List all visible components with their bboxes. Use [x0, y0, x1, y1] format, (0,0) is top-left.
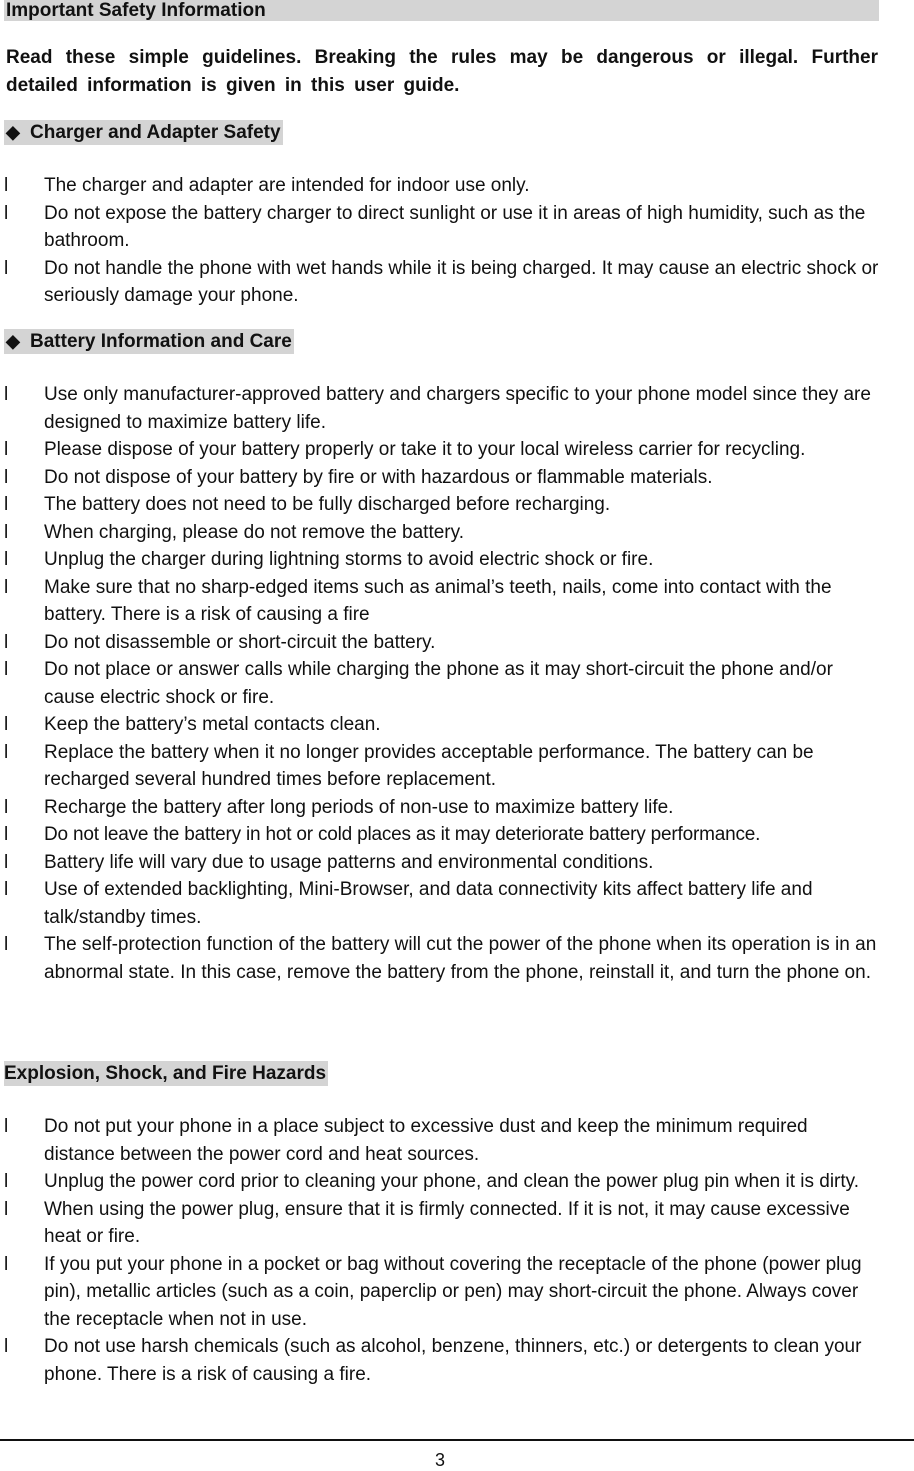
bullet-marker: l — [4, 714, 9, 735]
page-title: Important Safety Information — [4, 0, 879, 21]
section-heading-battery — [4, 329, 294, 355]
list-item — [0, 876, 885, 931]
list-item-text: Do not disassemble or short-circuit the battery. — [44, 631, 436, 653]
bullet-marker: l — [4, 494, 9, 515]
section-heading-charger — [4, 120, 283, 146]
list-item-text: Do not leave the battery in hot or cold places as it may deteriorate battery performance. — [44, 824, 761, 845]
list-item-text: Unplug the charger during lightning storms to avoid electric shock or fire. — [44, 549, 654, 570]
list-item-text: Do not put your phone in a place subject to excessive dust and keep the minimum required distance between the power cord and heat sources. — [44, 1116, 808, 1165]
bullet-marker: l — [4, 1116, 9, 1137]
list-item-text: The self-protection function of the battery will cut the power of the phone when its operation is in an abnormal state. In this case, remove the battery from the phone, reinstall it, and turn the phone on. — [44, 934, 877, 983]
list-item — [0, 574, 885, 629]
bullet-marker: l — [4, 934, 9, 955]
diamond-bullet-icon: ◆ — [6, 331, 20, 351]
section-list-battery — [0, 381, 885, 986]
list-item — [0, 546, 885, 574]
list-item — [0, 436, 885, 464]
list-item — [0, 849, 885, 877]
bullet-marker: l — [4, 851, 9, 873]
list-item — [0, 1196, 880, 1251]
list-item-text: Replace the battery when it no longer provides acceptable performance. The battery can be recharged several hundred times before replacement. — [44, 741, 814, 790]
section-list-hazards — [0, 1113, 880, 1388]
bullet-marker: l — [4, 659, 9, 680]
bullet-marker: l — [4, 466, 9, 488]
list-item-text: Do not dispose of your battery by fire or with hazardous or flammable materials. — [44, 466, 713, 488]
list-item — [0, 1251, 880, 1334]
bullet-marker: l — [4, 576, 9, 598]
list-item-text: Do not handle the phone with wet hands while it is being charged. It may cause an electric shock or seriously damage your phone. — [44, 257, 879, 306]
bullet-marker: l — [4, 257, 9, 279]
bullet-marker: l — [4, 175, 9, 196]
list-item-text: Unplug the power cord prior to cleaning your phone, and clean the power plug pin when it is dirty. — [44, 1171, 860, 1192]
section-list-charger — [0, 172, 880, 310]
page-number: 3 — [434, 1450, 445, 1470]
list-item-text: Recharge the battery after long periods of non-use to maximize battery life. — [44, 796, 674, 818]
list-item-text: Use only manufacturer-approved battery and chargers specific to your phone model since they are designed to maximize battery life. — [44, 384, 871, 433]
list-item — [0, 1113, 880, 1168]
list-item — [0, 821, 885, 849]
list-item — [0, 491, 885, 519]
list-item — [0, 519, 885, 547]
list-item-text: If you put your phone in a pocket or bag without covering the receptacle of the phone (power plug pin), metallic articles (such as a coin, paperclip or pen) may short-circuit the phone. Always cover the receptacle when not in use. — [44, 1253, 862, 1330]
bullet-marker: l — [4, 384, 9, 405]
list-item-text: Use of extended backlighting, Mini-Browser, and data connectivity kits affect battery life and talk/standby times. — [44, 879, 813, 928]
bullet-marker: l — [4, 549, 9, 570]
list-item-text: Keep the battery’s metal contacts clean. — [44, 714, 381, 735]
bullet-marker: l — [4, 824, 9, 845]
list-item-text: Do not use harsh chemicals (such as alcohol, benzene, thinners, etc.) or detergents to clean your phone. There is a risk of causing a fire. — [44, 1336, 862, 1385]
list-item-text: The charger and adapter are intended for indoor use only. — [44, 175, 530, 196]
list-item — [0, 739, 885, 794]
intro-paragraph: Read these simple guidelines. Breaking the rules may be dangerous or illegal. Further detailed information is given in this user guide. — [6, 47, 878, 96]
list-item-text: The battery does not need to be fully discharged before recharging. — [44, 494, 611, 515]
section-heading-label: Battery Information and Care — [30, 331, 292, 352]
list-item-text: Do not expose the battery charger to direct sunlight or use it in areas of high humidity, such as the bathroom. — [44, 202, 866, 251]
list-item — [0, 1333, 880, 1388]
list-item-text: Do not place or answer calls while charging the phone as it may short-circuit the phone and/or cause electric shock or fire. — [44, 659, 833, 708]
bullet-marker: l — [4, 439, 9, 460]
list-item — [0, 172, 880, 200]
diamond-bullet-icon: ◆ — [6, 122, 20, 142]
list-item-text: When charging, please do not remove the battery. — [44, 521, 465, 543]
footer-divider — [0, 1439, 914, 1441]
section-heading-hazards — [4, 1061, 328, 1087]
list-item — [0, 931, 885, 986]
list-item — [0, 200, 880, 255]
bullet-marker: l — [4, 1198, 9, 1220]
list-item — [0, 255, 880, 310]
bullet-marker: l — [4, 741, 9, 763]
list-item — [0, 794, 885, 822]
list-item — [0, 381, 885, 436]
list-item — [0, 1168, 880, 1196]
bullet-marker: l — [4, 879, 9, 900]
list-item-text: When using the power plug, ensure that it is firmly connected. If it is not, it may cause excessive heat or fire. — [44, 1198, 850, 1247]
list-item — [0, 629, 885, 657]
section-heading-label: Charger and Adapter Safety — [30, 122, 281, 143]
bullet-marker: l — [4, 631, 9, 653]
bullet-marker: l — [4, 1171, 9, 1192]
list-item-text: Make sure that no sharp-edged items such as animal’s teeth, nails, come into contact with the battery. There is a risk of causing a fire — [44, 576, 832, 625]
bullet-marker: l — [4, 521, 9, 543]
list-item — [0, 656, 885, 711]
list-item-text: Please dispose of your battery properly or take it to your local wireless carrier for recycling. — [44, 439, 806, 460]
bullet-marker: l — [4, 1336, 9, 1357]
list-item-text: Battery life will vary due to usage patterns and environmental conditions. — [44, 851, 654, 873]
bullet-marker: l — [4, 796, 9, 818]
list-item — [0, 711, 885, 739]
bullet-marker: l — [4, 202, 9, 224]
list-item — [0, 464, 885, 492]
bullet-marker: l — [4, 1253, 9, 1275]
section-heading-label: Explosion, Shock, and Fire Hazards — [4, 1063, 327, 1084]
